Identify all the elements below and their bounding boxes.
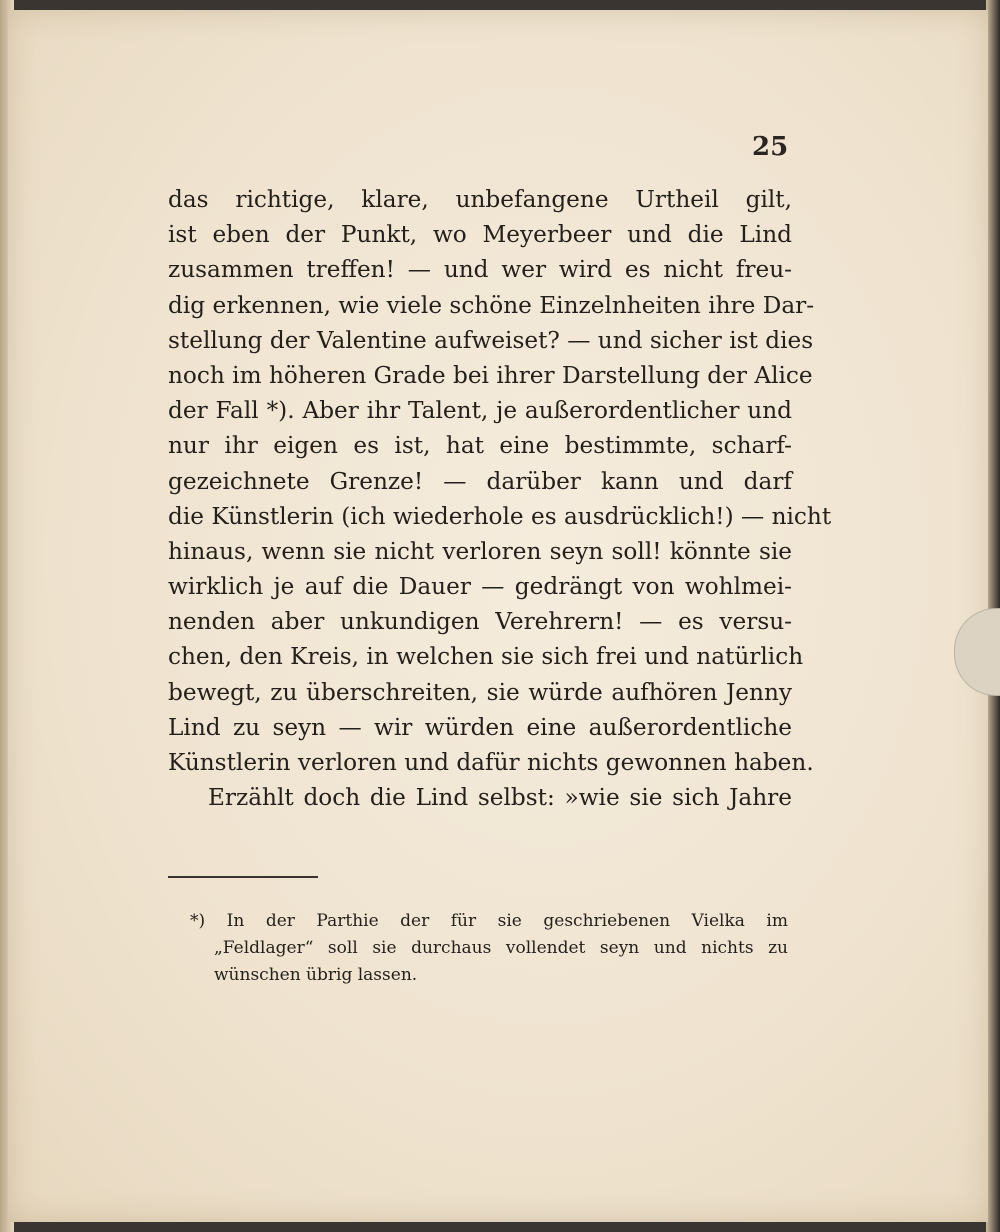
page-number: 25	[752, 132, 789, 162]
footnote-line: „Feldlager“ soll sie durchaus vollendet seyn und nichts zu	[214, 938, 788, 958]
text-line: gezeichnete Grenze! — darüber kann und darf	[168, 467, 792, 495]
text-line: zusammen treffen! — und wer wird es nicht freu-	[168, 256, 792, 284]
text-line: nur ihr eigen es ist, hat eine bestimmte, scharf-	[168, 432, 792, 460]
text-line: noch im höheren Grade bei ihrer Darstellung der Alice	[168, 361, 813, 389]
main-text-block	[168, 182, 832, 815]
text-line: wirklich je auf die Dauer — gedrängt von wohlmei-	[168, 573, 792, 601]
text-line: dig erkennen, wie viele schöne Einzelnheiten ihre Dar-	[168, 291, 815, 319]
footnote-separator	[168, 876, 318, 878]
footnote-line: wünschen übrig lassen.	[214, 965, 418, 985]
text-line: bewegt, zu überschreiten, sie würde aufhören Jenny	[168, 678, 792, 706]
text-line: Erzählt doch die Lind selbst: »wie sie sich Jahre	[208, 784, 792, 812]
text-line: das richtige, klare, unbefangene Urtheil gilt,	[168, 186, 792, 213]
text-line: chen, den Kreis, in welchen sie sich frei und natürlich	[168, 643, 804, 671]
text-line: die Künstlerin (ich wiederhole es ausdrücklich!) — nicht	[168, 502, 832, 530]
text-line: stellung der Valentine aufweiset? — und sicher ist dies	[168, 326, 814, 354]
text-line: der Fall *). Aber ihr Talent, je außerordentlicher und	[168, 397, 792, 425]
footnote-line: *) In der Parthie der für sie geschriebenen Vielka im	[190, 911, 788, 931]
text-line: Künstlerin verloren und dafür nichts gewonnen haben.	[168, 749, 814, 776]
text-line: ist eben der Punkt, wo Meyerbeer und die Lind	[168, 221, 792, 249]
text-line: hinaus, wenn sie nicht verloren seyn soll! könnte sie	[168, 537, 792, 565]
text-line: nenden aber unkundigen Verehrern! — es versu-	[168, 608, 792, 636]
text-line: Lind zu seyn — wir würden eine außerordentliche	[168, 713, 792, 741]
footnote-block	[190, 908, 788, 989]
